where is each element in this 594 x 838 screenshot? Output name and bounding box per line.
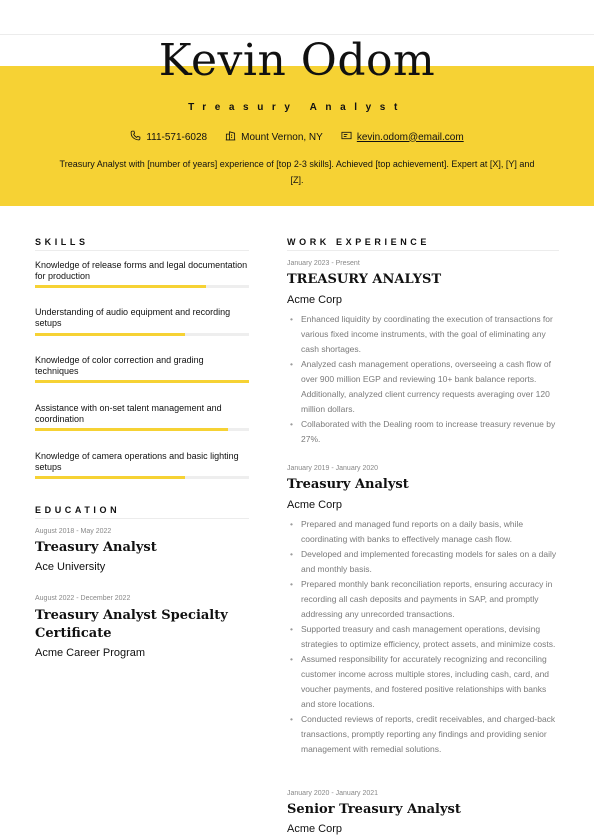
skill-item: [35, 355, 249, 377]
contact-location: [225, 130, 323, 144]
skills-divider: [35, 250, 249, 251]
job-title: Senior Treasury Analyst: [287, 802, 461, 817]
education-date: August 2018 - May 2022: [35, 528, 112, 535]
job-title: TREASURY ANALYST: [287, 272, 442, 287]
skill-item: [35, 307, 249, 329]
skill-label: Knowledge of release forms and legal documentation for production: [35, 260, 248, 281]
skill-item: [35, 403, 249, 425]
phone-text: 111-571-6028: [146, 131, 208, 143]
work-divider: [287, 250, 559, 251]
summary-text: Treasury Analyst with [number of years] experience of [top 2-3 skills]. Achieved [top achievement]. Expert at [X], [Y] and [Z].: [59, 159, 535, 185]
contact-phone[interactable]: [130, 130, 207, 144]
skill-label: Knowledge of color correction and grading techniques: [35, 355, 204, 376]
job-company: Acme Corp: [287, 499, 343, 511]
job-bullet: • Analyzed cash management operations, overseeing a cash flow of over 900 million EGP and reviewing 10+ bank balance reports. Additionally, analyzed client currency requests averaging over 120 million dollars.: [287, 357, 559, 417]
contact-row: [0, 130, 594, 144]
skill-bar: [35, 476, 249, 479]
skill-label: Understanding of audio equipment and recording setups: [35, 307, 231, 328]
candidate-title: Treasury Analyst: [188, 102, 406, 113]
skill-bar-fill: [35, 285, 206, 288]
job-bullet: • Assumed responsibility for accurately recognizing and reconciling customer income across multiple stores, including cash, card, and voucher payments, and fostered positive relationships with banks and store locations.: [287, 652, 559, 712]
job-bullet: • Prepared and managed fund reports on a daily basis, while coordinating with banks to effectively manage cash flow.: [287, 517, 559, 547]
job-bullet: • Collaborated with the Dealing room to increase treasury revenue by 27%.: [287, 417, 559, 447]
job-company: Acme Corp: [287, 294, 343, 306]
job-bullet: • Supported treasury and cash management operations, devising strategies to optimize efficiency, protect assets, and minimize costs.: [287, 622, 559, 652]
job-bullets: [287, 517, 559, 757]
skill-label: Assistance with on-set talent management and coordination: [35, 403, 222, 424]
skill-bar: [35, 428, 249, 431]
skill-bar: [35, 333, 249, 336]
skills-heading: SKILLS: [35, 237, 89, 247]
job-company: Acme Corp: [287, 823, 343, 835]
education-school: Ace University: [35, 561, 106, 573]
skill-item: [35, 260, 249, 282]
education-heading: EDUCATION: [35, 505, 121, 515]
skill-label: Knowledge of camera operations and basic lighting setups: [35, 451, 239, 472]
email-link[interactable]: kevin.odom@email.com: [356, 131, 464, 143]
phone-icon: [130, 130, 141, 144]
job-bullet: • Conducted reviews of reports, credit receivables, and charged-back transactions, promptly reporting any findings and providing senior management with remedial solutions.: [287, 712, 559, 757]
job-bullets: [287, 312, 559, 447]
job-title: Treasury Analyst: [287, 477, 409, 492]
education-degree: Treasury Analyst: [35, 540, 157, 555]
education-divider: [35, 518, 249, 519]
skill-bar-fill: [35, 428, 228, 431]
skill-item: [35, 451, 249, 473]
job-bullet: • Prepared monthly bank reconciliation reports, ensuring accuracy in recording all cash deposits and payments in SAP, and promptly addressing any unrecorded transactions.: [287, 577, 559, 622]
job-date: January 2019 - January 2020: [287, 465, 379, 472]
job-bullet: • Enhanced liquidity by coordinating the execution of transactions for various fixed income instruments, with the goal of eliminating any cash shortages.: [287, 312, 559, 357]
skill-bar: [35, 285, 249, 288]
job-date: January 2020 - January 2021: [287, 790, 379, 797]
location-text: Mount Vernon, NY: [241, 131, 323, 143]
job-date: January 2023 - Present: [287, 260, 360, 267]
work-heading: WORK EXPERIENCE: [287, 237, 431, 247]
building-icon: [225, 130, 236, 144]
contact-email[interactable]: [341, 130, 464, 144]
education-degree: Treasury Analyst Specialty Certificate: [35, 608, 228, 641]
job-bullet: • Developed and implemented forecasting models for sales on a daily and monthly basis.: [287, 547, 559, 577]
email-icon: [341, 130, 352, 144]
candidate-name: Kevin Odom: [158, 35, 436, 86]
skill-bar-fill: [35, 380, 249, 383]
skill-bar-fill: [35, 333, 185, 336]
education-school: Acme Career Program: [35, 647, 146, 659]
skill-bar: [35, 380, 249, 383]
education-date: August 2022 - December 2022: [35, 595, 131, 602]
skill-bar-fill: [35, 476, 185, 479]
